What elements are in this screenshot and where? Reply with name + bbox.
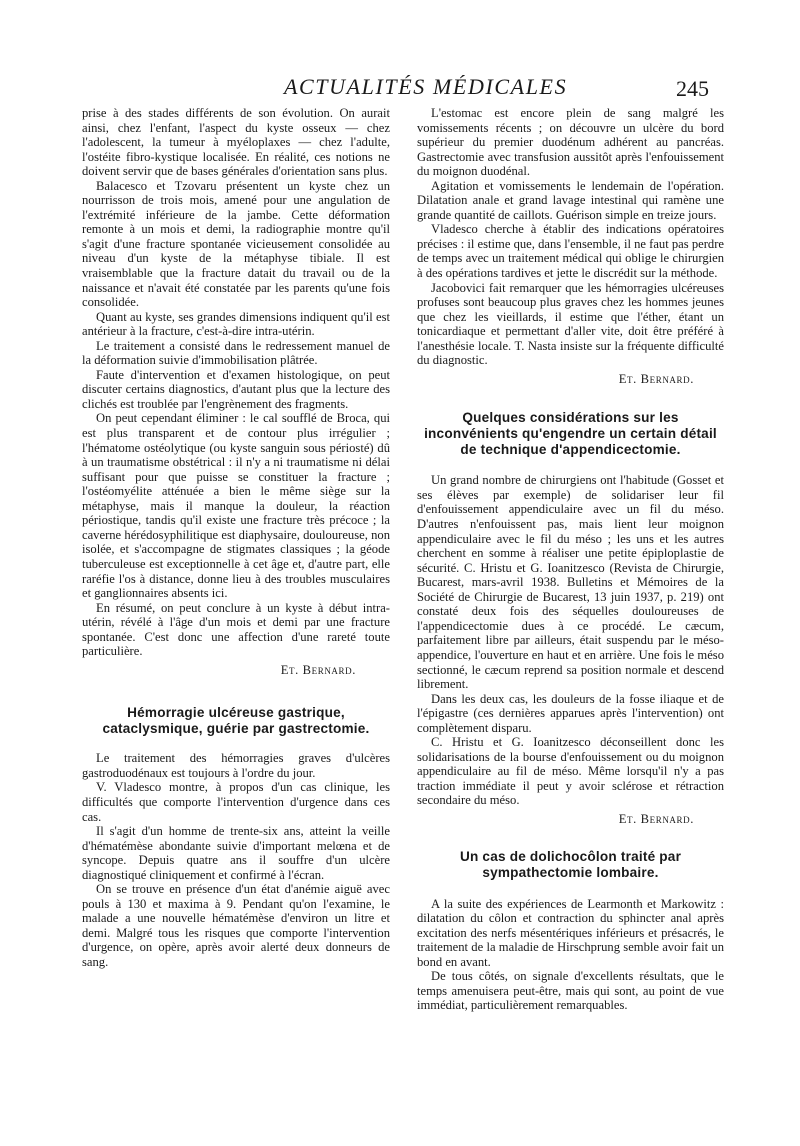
- paragraph: Quant au kyste, ses grandes dimensions indiquent qu'il est antérieur à la fracture, c'est-à-dire intra-utérin.: [82, 309, 390, 339]
- paragraph: Le traitement des hémorragies graves d'ulcères gastroduodénaux est toujours à l'ordre du jour.: [82, 751, 390, 780]
- right-column: [417, 106, 724, 1013]
- article-heading: Quelques considérations sur les inconvénients qu'engendre un certain détail de technique d'appendicectomie.: [424, 410, 717, 458]
- paragraph: L'estomac est encore plein de sang malgré les vomissements récents ; on découvre un ulcère du bord supérieur du premier duodénum adhérent au pancréas. Gastrectomie avec transfusion aussitôt après l'enfouissement du moignon duodénal.: [417, 106, 724, 179]
- paragraph: On se trouve en présence d'un état d'anémie aiguë avec pouls à 130 et maxima à 9. Pendant qu'on l'examine, le malade a une nouvelle hématémèse d'environ un litre et demi. Malgré tous les risques que comporte l'intervention d'urgence, on opère, après avoir alerté deux donneurs de sang.: [82, 882, 390, 969]
- paragraph: En résumé, on peut conclure à un kyste à début intra-utérin, révélé à l'âge d'un mois et demi par une fracture spontanée. C'est donc une affection d'une rareté toute particulière.: [82, 600, 390, 659]
- article-heading: Hémorragie ulcéreuse gastrique, cataclysmique, guérie par gastrectomie.: [102, 705, 370, 737]
- paragraph: De tous côtés, on signale d'excellents résultats, que le temps amenuisera peut-être, mais qui sont, au point de vue immédiat, particulièrement remarquables.: [417, 969, 724, 1013]
- paragraph: Dans les deux cas, les douleurs de la fosse iliaque et de l'épigastre (ces dernières apparues après l'intervention) ont complètement disparu.: [417, 691, 724, 735]
- article-heading: Un cas de dolichocôlon traité par sympathectomie lombaire.: [459, 848, 682, 880]
- paragraph: Le traitement a consisté dans le redressement manuel de la déformation suivie d'immobilisation plâtrée.: [82, 338, 390, 368]
- page-number: 245: [676, 76, 709, 101]
- paragraph: C. Hristu et G. Ioanitzesco déconseillent donc les solidarisations de la bourse d'enfouissement ou du moignon appendiculaire au fil de méso. Même lorsqu'il n'y a pas traction immédiate il peut y avoir sclérose et rétraction secondaire du méso.: [417, 735, 724, 808]
- author-signature: Et. Bernard.: [618, 811, 694, 826]
- paragraph: prise à des stades différents de son évolution. On aurait ainsi, chez l'enfant, l'aspect du kyste osseux — chez l'adolescent, la tumeur à myéloplaxes — chez l'adulte, l'ostéite fibro-kystique localisée. En réalité, ces notions ne doivent servir que de bases générales d'orientation sans plus.: [82, 106, 390, 179]
- paragraph: Vladesco cherche à établir des indications opératoires précises : il estime que, dans l'ensemble, il ne faut pas perdre de temps avec un traitement médical qui oblige le chirurgien à des opérations tardives et jette le discrédit sur la méthode.: [417, 222, 724, 281]
- paragraph: V. Vladesco montre, à propos d'un cas clinique, les difficultés que comporte l'intervention d'urgence dans ces cas.: [82, 780, 390, 824]
- paragraph: On peut cependant éliminer : le cal soufflé de Broca, qui est plus transparent et de contour plus irrégulier ; l'hématome ostéolytique (ou kyste sanguin sous périosté) dû à un traumatisme obstétrical : il n'y a ni traumatisme ni délai suffisant pour que puisse se constituer la fracture ; l'ostéomyélite atténuée a bien le même siège sur la métaphyse, mais il manque la douleur, la réaction périostique, tandis qu'il existe une fracture très précoce ; la caverne hérédosyphilitique est diaphysaire, douloureuse, non isolée, et s'accompagne de stigmates classiques ; la géode tuberculeuse est exceptionnelle à cet âge et, d'autre part, elle raréfie l'os à distance, donne lieu à des troubles musculaires et ganglionnaires absents ici.: [82, 411, 390, 601]
- paragraph: Agitation et vomissements le lendemain de l'opération. Dilatation anale et grand lavage intestinal qui ramène une grande quantité de caillots. Guérison simple en treize jours.: [417, 178, 724, 222]
- paragraph: A la suite des expériences de Learmonth et Markowitz : dilatation du côlon et contraction du sphincter anal après excitation des nerfs mésentériques inférieurs et présacrés, le traitement de la maladie de Hirschprung semble avoir fait un bond en avant.: [417, 896, 724, 969]
- running-title: ACTUALITÉS MÉDICALES: [284, 74, 568, 99]
- paragraph: Jacobovici fait remarquer que les hémorragies ulcéreuses profuses sont beaucoup plus graves chez les hommes jeunes que chez les vieillards, il estime que l'éther, étant un tonicardiaque et permettant d'aller vite, doit être préféré à l'anesthésie locale. T. Nasta insiste sur la fréquente difficulté du diagnostic.: [417, 280, 724, 368]
- paragraph: Il s'agit d'un homme de trente-six ans, atteint la veille d'hématémèse abondante suivie d'important melœna et de syncope. Depuis quatre ans il souffre d'un ulcère diagnostiqué cliniquement et confirmé à l'écran.: [82, 824, 390, 882]
- paragraph: Faute d'intervention et d'examen histologique, on peut discuter certains diagnostics, d'autant plus que la lecture des clichés est troublée par l'engrènement des fragments.: [82, 367, 390, 411]
- left-column: [82, 106, 390, 970]
- author-signature: Et. Bernard.: [618, 371, 694, 386]
- paragraph: Balacesco et Tzovaru présentent un kyste chez un nourrisson de trois mois, amené pour une angulation de l'extrémité inférieure de la jambe. Cette déformation remonte à un mois et demi, la radiographie montre qu'il s'agit d'une fracture spontanée vicieusement consolidée au niveau d'un kyste de la métaphyse tibiale. Il est vraisemblable que la fracture datait du travail ou de la naissance et n'avait été constatée par les parents qu'une fois consolidée.: [82, 178, 390, 310]
- paragraph: Un grand nombre de chirurgiens ont l'habitude (Gosset et ses élèves par exemple) de solidariser leur fil d'enfouissement appendiculaire avec un fil du méso. D'autres n'enfouissent pas, mais lient leur moignon appendiculaire avec le fil du méso ; les uns et les autres cherchent en somme à réaliser une petite épiploplastie de sécurité. C. Hristu et G. Ioanitzesco (Revista de Chirurgie, Bucarest, mars-avril 1938. Bulletins et Mémoires de la Société de Chirurgie de Bucarest, 13 juin 1937, p. 219) ont constaté deux fois des séquelles douloureuses de l'appendicectomie dues à ce procédé. Le cæcum, parfaitement libre par ailleurs, était suspendu par le méso-appendice, l'ouverture en haut et en arrière. Une fois le méso sectionné, le cæcum reprend sa position normale et descend librement.: [417, 473, 724, 692]
- author-signature: Et. Bernard.: [280, 662, 356, 677]
